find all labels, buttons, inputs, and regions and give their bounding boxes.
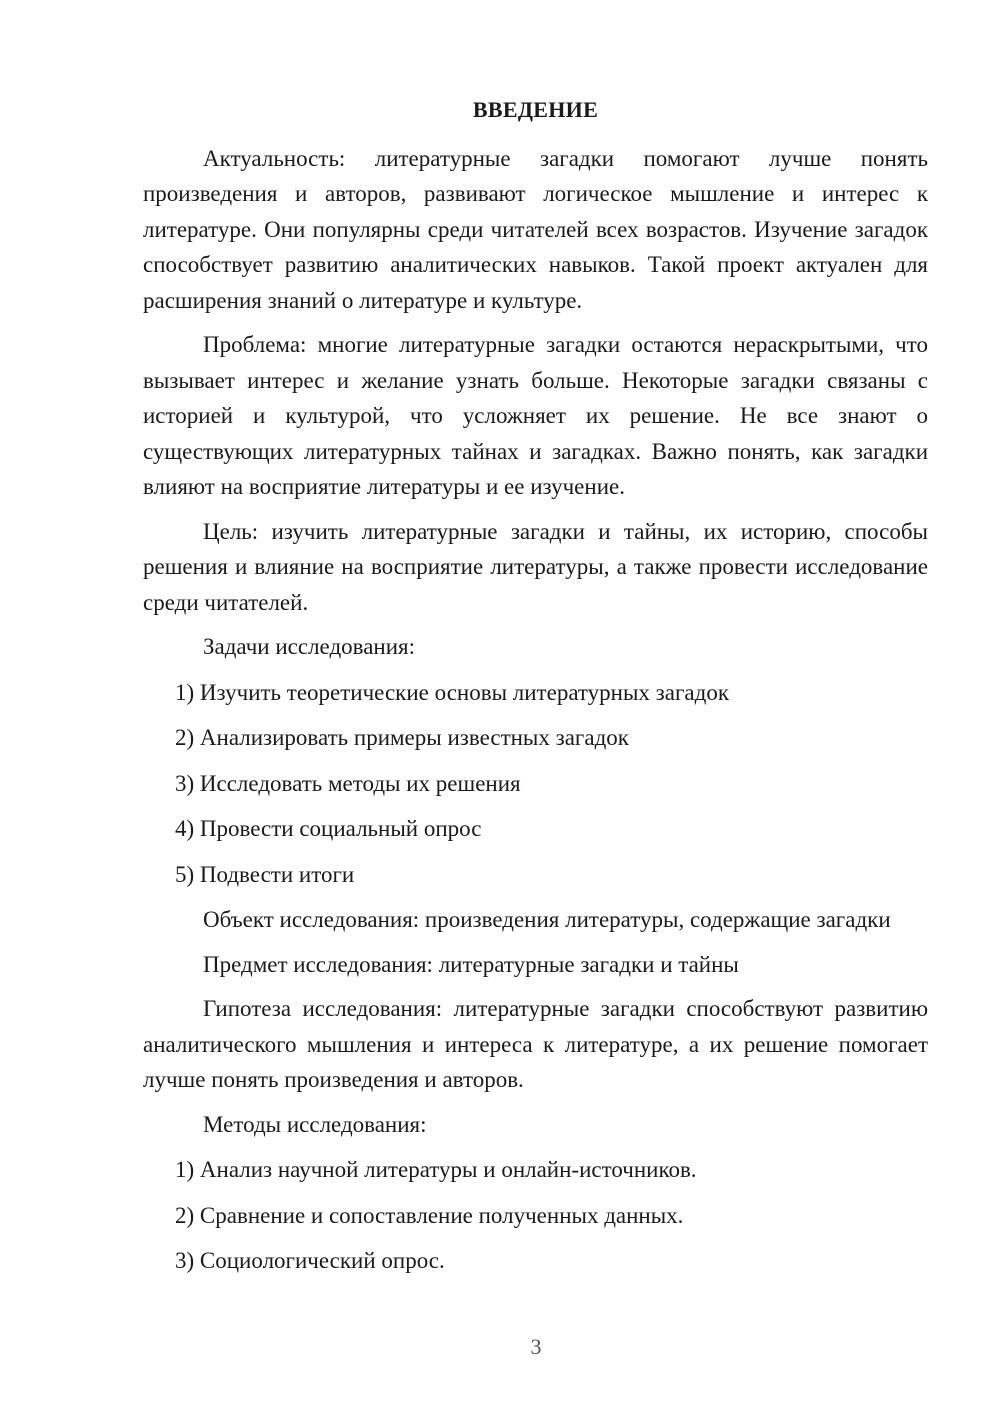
task-item: 4) Провести социальный опрос <box>175 816 482 841</box>
task-item: 2) Анализировать примеры известных загадок <box>175 725 629 750</box>
paragraph-goal: Цель: изучить литературные загадки и тайны, их историю, способы решения и влияние на восприятие литературы, а также провести исследование среди читателей. <box>143 518 928 615</box>
method-item: 2) Сравнение и сопоставление полученных данных. <box>175 1202 684 1228</box>
paragraph-hypothesis: Гипотеза исследования: литературные загадки способствуют развитию аналитического мышления и интереса к литературе, а их решение помогает лучше понять произведения и авторов. <box>143 996 928 1092</box>
paragraph-problem: Проблема: многие литературные загадки остаются нераскрытыми, что вызывает интерес и желание узнать больше. Некоторые загадки связаны с историей и культурой, что усложняет их решение. Не все знают о существующих литературных тайнах и загадках. Важно понять, как загадки влияют на восприятие литературы и ее изучение. <box>143 332 928 499</box>
task-item: 5) Подвести итоги <box>175 861 355 887</box>
task-item: 1) Изучить теоретические основы литературных загадок <box>175 679 729 705</box>
methods-heading: Методы исследования: <box>203 1111 427 1137</box>
paragraph-object: Объект исследования: произведения литературы, содержащие загадки <box>203 907 891 932</box>
task-item: 3) Исследовать методы их решения <box>175 770 521 796</box>
page-number: 3 <box>530 1334 542 1359</box>
paragraph-relevance: Актуальность: литературные загадки помогают лучше понять произведения и авторов, развивают логическое мышление и интерес к литературе. Они популярны среди читателей всех возрастов. Изучение загадок способствует развитию аналитических навыков. Такой проект актуален для расширения знаний о литературе и культуре. <box>143 145 928 313</box>
method-item: 3) Социологический опрос. <box>175 1248 445 1273</box>
paragraph-subject: Предмет исследования: литературные загадки и тайны <box>203 951 739 977</box>
page-content <box>143 92 928 1279</box>
tasks-heading: Задачи исследования: <box>203 634 416 659</box>
method-item: 1) Анализ научной литературы и онлайн-источников. <box>175 1157 697 1182</box>
section-heading: ВВЕДЕНИЕ <box>472 97 599 122</box>
